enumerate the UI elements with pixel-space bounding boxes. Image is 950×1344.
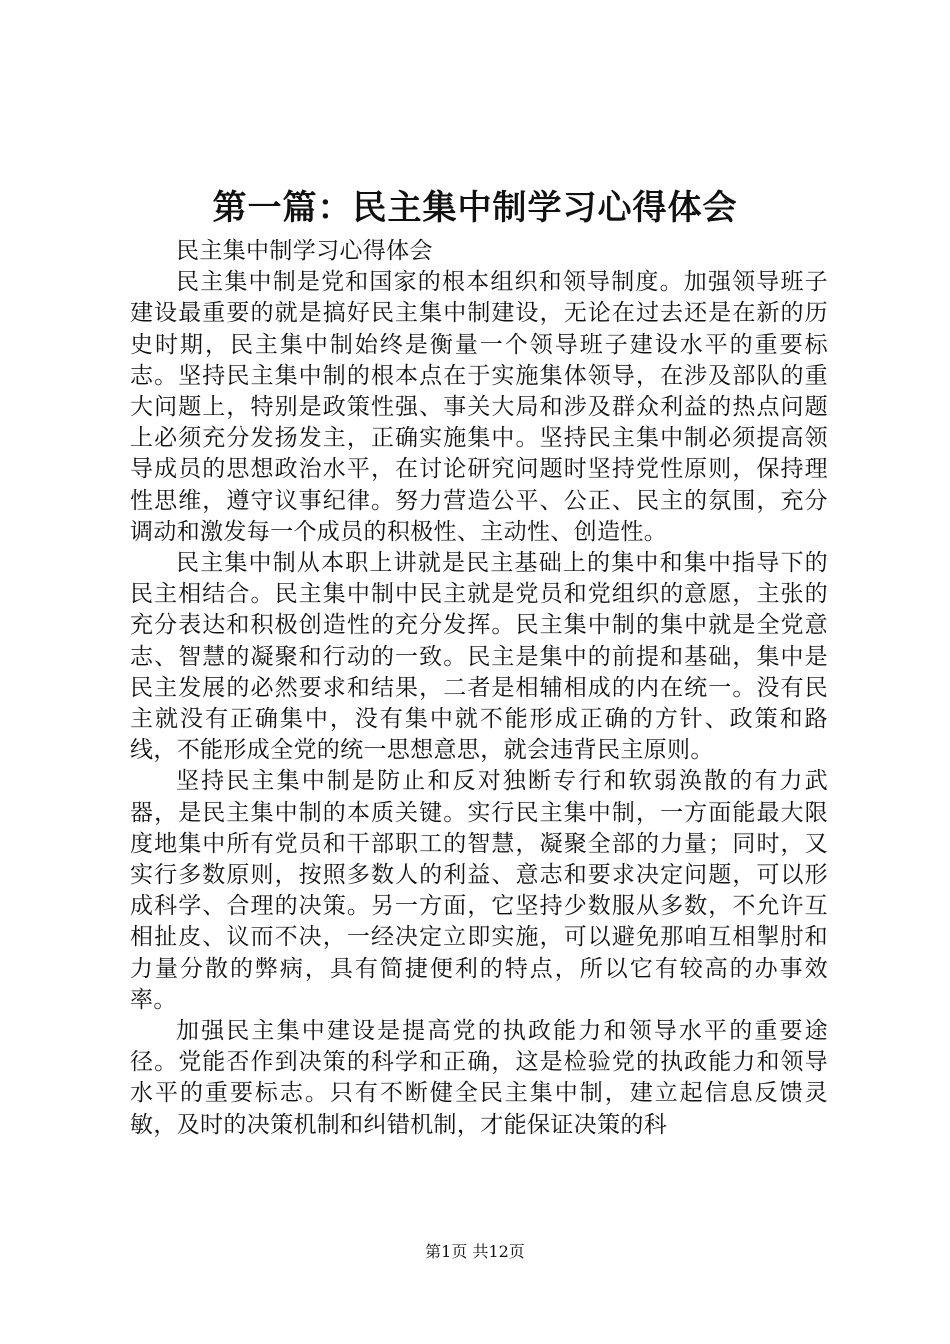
page-number-footer: 第1页 共12页	[425, 1242, 525, 1261]
document-body	[130, 236, 828, 1141]
paragraph-2: 民主集中制从本职上讲就是民主基础上的集中和集中指导下的民主相结合。民主集中制中民主就是党员和党组织的意愿，主张的充分表达和积极创造性的充分发挥。民主集中制的集中就是全党意志、智慧的凝聚和行动的一致。民主是集中的前提和基础，集中是民主发展的必然要求和结果，二者是相辅相成的内在统一。没有民主就没有正确集中，没有集中就不能形成正确的方针、政策和路线，不能形成全党的统一思想意思，就会违背民主原则。	[130, 550, 828, 764]
paragraph-4: 加强民主集中建设是提高党的执政能力和领导水平的重要途径。党能否作到决策的科学和正确，这是检验党的执政能力和领导水平的重要标志。只有不断健全民主集中制，建立起信息反馈灵敏，及时的决策机制和纠错机制，才能保证决策的科	[130, 1018, 828, 1138]
document-title: 第一篇：民主集中制学习心得体会	[212, 188, 738, 228]
paragraph-1: 民主集中制是党和国家的根本组织和领导制度。加强领导班子建设最重要的就是搞好民主集中制建设，无论在过去还是在新的历史时期，民主集中制始终是衡量一个领导班子建设水平的重要标志。坚持民主集中制的根本点在于实施集体领导，在涉及部队的重大问题上，特别是政策性强、事关大局和涉及群众利益的热点问题上必须充分发扬发主，正确实施集中。坚持民主集中制必须提高领导成员的思想政治水平，在讨论研究问题时坚持党性原则，保持理性思维，遵守议事纪律。努力营造公平、公正、民主的氛围，充分调动和激发每一个成员的积极性、主动性、创造性。	[130, 269, 828, 545]
subtitle-line: 民主集中制学习心得体会	[176, 238, 433, 264]
paragraph-3: 坚持民主集中制是防止和反对独断专行和软弱涣散的有力武器，是民主集中制的本质关键。实行民主集中制，一方面能最大限度地集中所有党员和干部职工的智慧，凝聚全部的力量；同时，又实行多数原则，按照多数人的利益、意志和要求决定问题，可以形成科学、合理的决策。另一方面，它坚持少数服从多数，不允许互相扯皮、议而不决，一经决定立即实施，可以避免那咱互相掣肘和力量分散的弊病，具有简捷便利的特点，所以它有较高的办事效率。	[130, 768, 828, 1013]
